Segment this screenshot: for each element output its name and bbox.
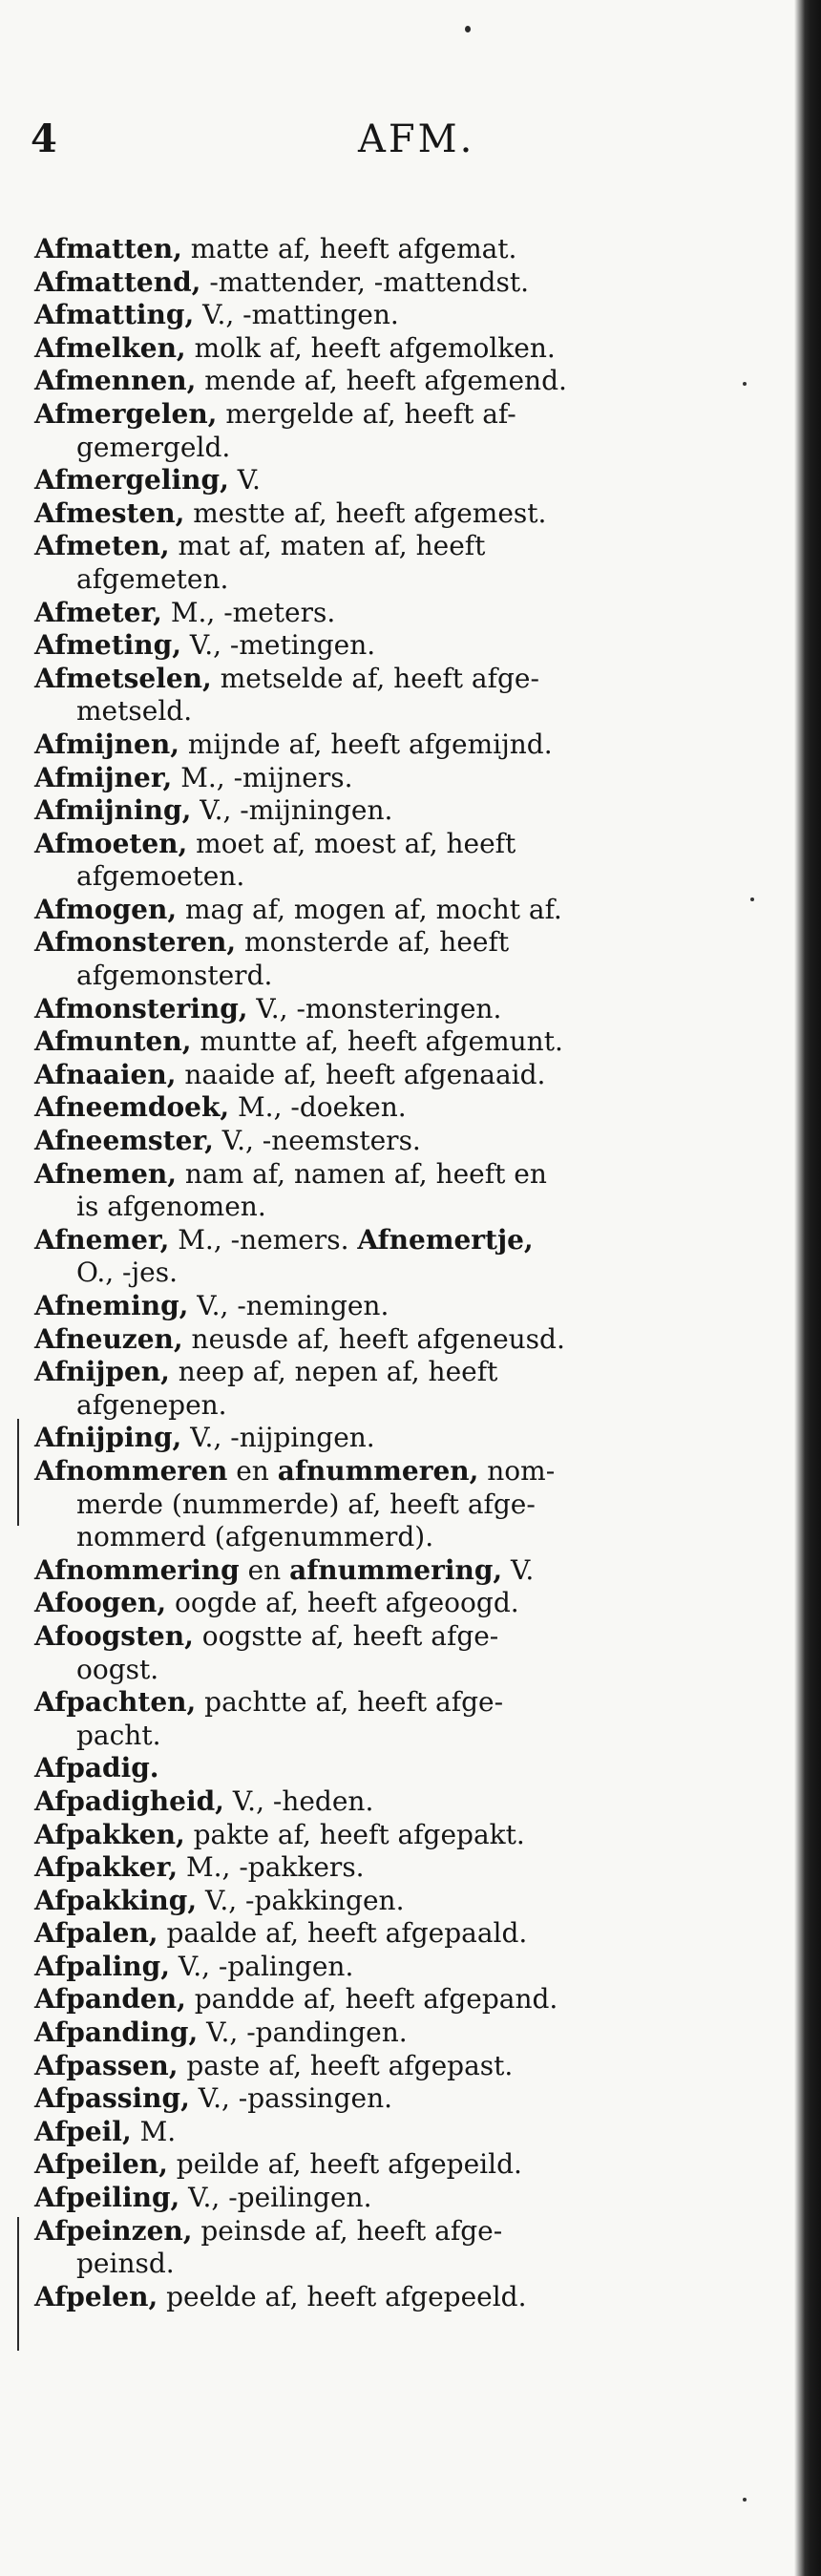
headword: Afpadig.	[34, 1752, 159, 1784]
dictionary-entry	[34, 530, 741, 596]
entry-text: V., -nijpingen.	[181, 1422, 375, 1454]
print-speck-right	[743, 382, 747, 386]
dictionary-entry	[34, 2050, 741, 2083]
entry-continuation: afgemeten.	[76, 562, 229, 595]
entry-text: paalde af, heeft afgepaald.	[158, 1917, 528, 1950]
headword: Afmunten,	[34, 1025, 192, 1058]
entry-text: V., -peilingen.	[179, 2182, 372, 2214]
entry-text: V., -nemingen.	[188, 1290, 389, 1321]
entry-text: moet af, moest af, heeft	[187, 827, 516, 859]
entry-text: mestte af, heeft afgemest.	[184, 496, 547, 529]
page-header	[0, 113, 821, 179]
margin-mark-lower	[17, 2217, 19, 2351]
headword: Afnijpen,	[34, 1356, 170, 1388]
dictionary-entry	[34, 629, 741, 663]
dictionary-entry	[34, 1785, 741, 1819]
headword: Afpassen,	[34, 2049, 179, 2081]
entry-text: M., -pakkers.	[178, 1851, 365, 1884]
entry-text: M., -mijners.	[172, 761, 353, 793]
dictionary-entry	[34, 2148, 741, 2182]
entry-text: M., -doeken.	[229, 1091, 407, 1124]
headword: Afmijnen,	[34, 728, 179, 760]
dictionary-entry	[34, 464, 741, 497]
margin-mark	[17, 1419, 19, 1526]
dictionary-entry	[34, 1554, 741, 1588]
entry-text: V., -passingen.	[189, 2082, 393, 2115]
dictionary-entry	[34, 1917, 741, 1951]
headword: Afnommeren	[34, 1454, 228, 1487]
dictionary-entry	[34, 2281, 741, 2314]
headword: Afoogen,	[34, 1587, 167, 1619]
dictionary-entry	[34, 497, 741, 531]
headword: Afmijner,	[34, 761, 173, 793]
dictionary-entry	[34, 663, 741, 728]
dictionary-entry	[34, 2116, 741, 2149]
entry-text: M., -meters.	[161, 596, 336, 628]
dictionary-entry	[34, 1587, 741, 1620]
headword: Afmattend,	[34, 265, 201, 298]
dictionary-entry	[34, 1091, 741, 1125]
headword: Afmogen,	[34, 893, 178, 925]
dictionary-entry	[34, 1851, 741, 1885]
headword: Afmatting,	[34, 299, 195, 331]
dictionary-entry	[34, 1983, 741, 2016]
headword: Afpadigheid,	[34, 1784, 224, 1817]
entry-continuation: afgemonsterd.	[76, 960, 273, 992]
dictionary-entry	[34, 993, 741, 1026]
headword: Afpeilen,	[34, 2148, 168, 2181]
entry-text: monsterde af, heeft	[236, 926, 510, 959]
entry-text: mijnde af, heeft afgemijnd.	[179, 728, 553, 760]
headword: Afpassing,	[34, 2082, 190, 2115]
headword: Afmonsteren,	[34, 926, 237, 959]
headword: Afmetselen,	[34, 662, 212, 694]
entry-continuation: metseld.	[76, 695, 193, 728]
dictionary-entry	[34, 1125, 741, 1158]
dictionary-entry	[34, 2215, 741, 2281]
headword: Afmennen,	[34, 365, 197, 397]
entry-text: neusde af, heeft afgeneusd.	[182, 1322, 565, 1355]
entry-text: mergelde af, heeft af-	[217, 397, 516, 430]
headword-diminutive: Afnemertje,	[357, 1223, 534, 1256]
headword: Afpeinzen,	[34, 2214, 193, 2247]
dictionary-entry	[34, 1059, 741, 1092]
entry-text: nom-	[478, 1454, 556, 1487]
entry-text: M.	[131, 2115, 177, 2147]
entry-text: V.	[228, 464, 261, 496]
entry-continuation: O., -jes.	[76, 1256, 178, 1289]
dictionary-entry	[34, 1752, 741, 1785]
dictionary-entry	[34, 365, 741, 398]
entry-text: muntte af, heeft afgemunt.	[191, 1025, 563, 1058]
entry-text: matte af, heeft afgemat.	[181, 233, 517, 264]
entry-text: V., -mattingen.	[194, 299, 399, 331]
dictionary-entry	[34, 266, 741, 300]
entry-text: peilde af, heeft afgepeild.	[167, 2148, 522, 2181]
dictionary-entry	[34, 1422, 741, 1455]
entry-text: mende af, heeft afgemend.	[196, 365, 567, 397]
entry-text: V., -pandingen.	[198, 2016, 408, 2049]
dictionary-entry	[34, 1951, 741, 1984]
entry-text: V., -pakkingen.	[197, 1884, 405, 1916]
print-speck-bottom	[743, 2498, 747, 2502]
headword: Afpakken,	[34, 1818, 185, 1850]
dictionary-entry	[34, 762, 741, 795]
headword-variant: afnummering,	[289, 1553, 503, 1586]
entry-text: V., -neemsters.	[213, 1125, 421, 1157]
headword: Afmergeling,	[34, 464, 229, 496]
entry-text: en	[227, 1454, 278, 1487]
dictionary-entry	[34, 1224, 741, 1290]
headword: Afmeter,	[34, 596, 162, 628]
entry-continuation: merde (nummerde) af, heeft afge-	[76, 1488, 536, 1520]
entry-continuation: afgenepen.	[76, 1388, 227, 1421]
dictionary-entry	[34, 1819, 741, 1852]
headword: Afpakker,	[34, 1851, 179, 1884]
dictionary-entry	[34, 1356, 741, 1422]
dictionary-entry	[34, 1025, 741, 1059]
page-number: 4	[31, 116, 57, 161]
dictionary-entry	[34, 233, 741, 266]
entry-text: mag af, mogen af, mocht af.	[177, 893, 562, 925]
print-speck-right-2	[750, 897, 754, 901]
headword: Afnaaien,	[34, 1058, 177, 1090]
headword: Afpanden,	[34, 1983, 186, 2016]
dictionary-entry	[34, 2182, 741, 2215]
entry-continuation: gemergeld.	[76, 431, 231, 463]
entry-text: peinsde af, heeft afge-	[192, 2214, 503, 2247]
headword: Afoogsten,	[34, 1619, 194, 1652]
dictionary-entry	[34, 926, 741, 992]
dictionary-entry	[34, 299, 741, 332]
headword: Afmatten,	[34, 233, 182, 264]
entry-text: pakte af, heeft afgepakt.	[184, 1818, 525, 1850]
entry-text: V., -palingen.	[169, 1950, 354, 1982]
dictionary-entry	[34, 2082, 741, 2116]
entry-text: V., -metingen.	[180, 629, 376, 662]
entry-text: M., -nemers.	[169, 1223, 358, 1256]
entry-continuation-2: nommerd (afgenummerd).	[76, 1521, 434, 1553]
dictionary-entry	[34, 597, 741, 630]
headword: Afnijping,	[34, 1422, 182, 1454]
headword: Afneming,	[34, 1290, 189, 1321]
entry-continuation: is afgenomen.	[76, 1191, 266, 1223]
dictionary-entry	[34, 1620, 741, 1686]
headword: Afneuzen,	[34, 1322, 183, 1355]
dictionary-entry	[34, 1158, 741, 1224]
dictionary-entry	[34, 1323, 741, 1357]
headword: Afnommering	[34, 1553, 240, 1586]
headword: Afpeil,	[34, 2115, 132, 2147]
dictionary-entry	[34, 332, 741, 366]
dictionary-entry	[34, 1885, 741, 1918]
headword: Afmelken,	[34, 331, 186, 364]
entry-continuation: peinsd.	[76, 2248, 175, 2280]
entry-text: V., -mijningen.	[191, 794, 393, 827]
page-edge-shadow	[794, 0, 821, 2576]
entry-text: -mattender, -mattendst.	[200, 265, 529, 298]
headword-variant: afnummeren,	[277, 1454, 479, 1487]
headword: Afpelen,	[34, 2280, 158, 2312]
headword: Afpeiling,	[34, 2182, 180, 2214]
dictionary-entry	[34, 828, 741, 894]
headword: Afpaling,	[34, 1950, 170, 1982]
entry-text: molk af, heeft afgemolken.	[185, 331, 556, 364]
entry-text: V.	[502, 1553, 535, 1586]
entry-text: en	[239, 1553, 290, 1586]
entry-text: naaide af, heeft afgenaaid.	[176, 1058, 546, 1090]
entry-text: V., -monsteringen.	[247, 992, 502, 1024]
headword: Afmergelen,	[34, 397, 218, 430]
headword: Afmesten,	[34, 496, 185, 529]
entry-text: metselde af, heeft afge-	[211, 662, 539, 694]
dictionary-entry	[34, 728, 741, 762]
headword: Afneemster,	[34, 1125, 214, 1157]
headword: Afmoeten,	[34, 827, 188, 859]
entry-continuation: pacht.	[76, 1719, 161, 1751]
dictionary-entry	[34, 2016, 741, 2050]
headword: Afpanding,	[34, 2016, 199, 2049]
entry-text: peelde af, heeft afgepeeld.	[158, 2280, 527, 2312]
dictionary-entry	[34, 398, 741, 464]
dictionary-entry	[34, 894, 741, 927]
headword: Afmeten,	[34, 530, 170, 562]
entry-continuation: oogst.	[76, 1653, 159, 1685]
headword: Afmeting,	[34, 629, 181, 662]
dictionary-entry	[34, 1290, 741, 1323]
dictionary-entry	[34, 1686, 741, 1752]
entry-text: mat af, maten af, heeft	[169, 530, 486, 562]
headword: Afmonstering,	[34, 992, 248, 1024]
headword: Afmijning,	[34, 794, 192, 827]
entry-text: paste af, heeft afgepast.	[178, 2049, 514, 2081]
entry-text: V., -heden.	[223, 1784, 374, 1817]
entry-text: neep af, nepen af, heeft	[169, 1356, 498, 1388]
print-speck	[465, 26, 471, 32]
headword: Afneemdoek,	[34, 1091, 230, 1124]
entry-text: pachtte af, heeft afge-	[196, 1686, 504, 1719]
dictionary-entries	[34, 233, 741, 2313]
running-head: AFM.	[358, 117, 475, 161]
entry-text: nam af, namen af, heeft en	[177, 1157, 547, 1190]
headword: Afnemer,	[34, 1223, 170, 1256]
headword: Afnemen,	[34, 1157, 177, 1190]
dictionary-entry	[34, 794, 741, 828]
headword: Afpalen,	[34, 1917, 158, 1950]
dictionary-entry	[34, 1455, 741, 1554]
entry-continuation: afgemoeten.	[76, 860, 245, 893]
entry-text: pandde af, heeft afgepand.	[185, 1983, 558, 2016]
entry-text: oogde af, heeft afgeoogd.	[166, 1587, 519, 1619]
headword: Afpakking,	[34, 1884, 198, 1916]
entry-text: oogstte af, heeft afge-	[193, 1619, 499, 1652]
headword: Afpachten,	[34, 1686, 197, 1719]
